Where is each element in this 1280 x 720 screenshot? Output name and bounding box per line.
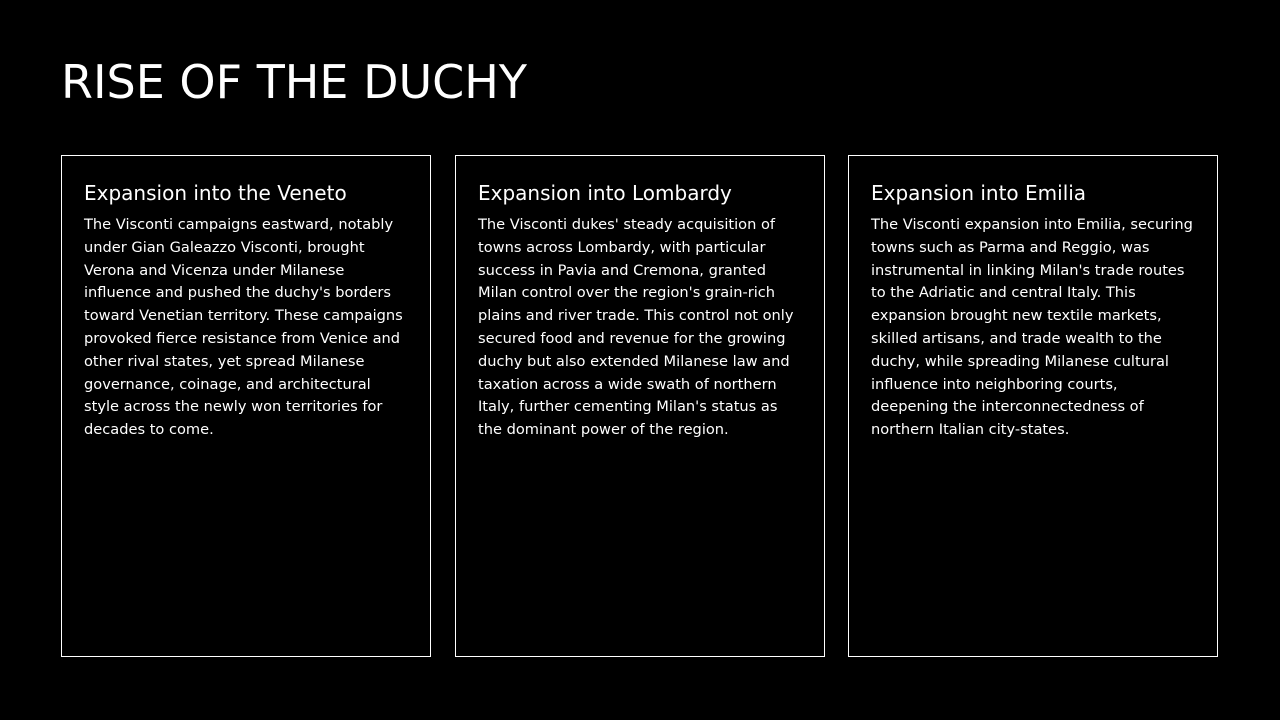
card-lombardy [455,155,825,657]
card-heading: Expansion into Lombardy [478,181,732,205]
card-veneto [61,155,431,657]
card-body-text: The Visconti dukes' steady acquisition of towns across Lombardy, with particular success in Pavia and Cremona, granted Milan control over the region's grain-rich plains and river trade. This control not only secured food and revenue for the growing duchy but also extended Milanese law and taxation across a wide swath of northern Italy, further cementing Milan's status as the dominant power of the region. [478,216,794,439]
card-body-text: The Visconti campaigns eastward, notably under Gian Galeazzo Visconti, brought Verona and Vicenza under Milanese influence and pushed the duchy's borders toward Venetian territory. These campaigns provoked fierce resistance from Venice and other rival states, yet spread Milanese governance, coinage, and architectural style across the newly won territories for decades to come. [84,216,403,439]
card-heading: Expansion into Emilia [871,181,1087,205]
card-heading: Expansion into the Veneto [84,181,347,205]
card-body-text: The Visconti expansion into Emilia, securing towns such as Parma and Reggio, was instrumental in linking Milan's trade routes to the Adriatic and central Italy. This expansion brought new textile markets, skilled artisans, and trade wealth to the duchy, while spreading Milanese cultural influence into neighboring courts, deepening the interconnectedness of northern Italian city-states. [871,216,1193,439]
card-emilia [848,155,1218,657]
slide-title: RISE OF THE DUCHY [61,55,527,109]
